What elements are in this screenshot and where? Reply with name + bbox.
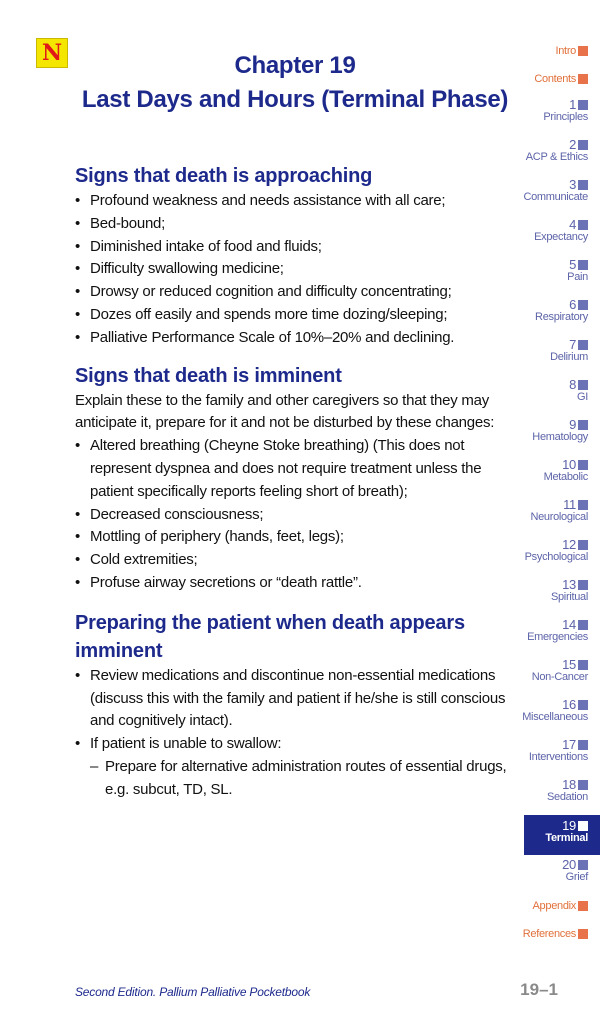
list-item: • Bed-bound;: [75, 213, 520, 236]
nav-label: Emergencies: [527, 631, 588, 644]
nav-item-appendix[interactable]: [533, 900, 588, 913]
list-item: • Dozes off easily and spends more time dozing/sleeping;: [75, 304, 520, 327]
imminent-list: [75, 435, 520, 595]
list-item: • Mottling of periphery (hands, feet, legs);: [75, 526, 520, 549]
nav-label: Interventions: [528, 751, 588, 764]
section-title-approaching: Signs that death is approaching: [75, 165, 373, 187]
nav-label: Contents: [534, 73, 576, 85]
nav-label: Hematology: [532, 431, 588, 444]
nav-square-icon: [578, 660, 588, 670]
nav-square-icon: [578, 300, 588, 310]
nav-item-miscellaneous[interactable]: [522, 698, 588, 724]
preparing-sublist: [75, 756, 520, 802]
nav-item-terminal[interactable]: [524, 815, 600, 855]
nav-item-expectancy[interactable]: [534, 218, 588, 244]
nav-square-icon: [578, 180, 588, 190]
nav-number: 17: [562, 737, 576, 752]
nav-number: 16: [562, 697, 576, 712]
nav-number: 13: [562, 577, 576, 592]
nav-square-icon: [578, 700, 588, 710]
list-item: • Palliative Performance Scale of 10%–20% and declining.: [75, 327, 520, 350]
nav-item-intro[interactable]: [555, 45, 588, 58]
nav-label: Spiritual: [550, 591, 588, 604]
nav-label: Appendix: [532, 900, 576, 912]
nav-square-icon: [578, 780, 588, 790]
nav-square-icon: [578, 540, 588, 550]
nav-number: 4: [569, 217, 576, 232]
nav-item-gi[interactable]: [569, 378, 588, 404]
nav-item-acp-ethics[interactable]: [526, 138, 588, 164]
nav-number: 3: [569, 177, 576, 192]
approaching-list: [75, 190, 520, 350]
list-item: • Profuse airway secretions or “death rattle”.: [75, 572, 520, 595]
list-item: • Difficulty swallowing medicine;: [75, 258, 520, 281]
nav-square-icon: [578, 140, 588, 150]
nav-label: Expectancy: [534, 231, 588, 244]
nav-label: References: [522, 928, 576, 940]
list-item: • Cold extremities;: [75, 549, 520, 572]
nav-label: Psychological: [524, 551, 588, 564]
nav-square-icon: [578, 460, 588, 470]
logo-letter: N: [41, 40, 63, 66]
nav-square-icon: [578, 500, 588, 510]
nav-item-psychological[interactable]: [525, 538, 588, 564]
nav-item-emergencies[interactable]: [527, 618, 588, 644]
nav-square-icon: [578, 74, 588, 84]
nav-number: 2: [569, 137, 576, 152]
nav-square-icon: [578, 860, 588, 870]
nav-item-sedation[interactable]: [547, 778, 588, 804]
nav-number: 15: [562, 657, 576, 672]
nav-item-principles[interactable]: [543, 98, 588, 124]
nav-item-respiratory[interactable]: [535, 298, 588, 324]
nav-label: Pain: [567, 271, 588, 284]
list-item: • Diminished intake of food and fluids;: [75, 236, 520, 259]
nav-label: GI: [576, 391, 588, 404]
nav-number: 10: [562, 457, 576, 472]
chapter-number: Chapter 19: [234, 52, 356, 79]
nav-number: 6: [569, 297, 576, 312]
list-item: – Prepare for alternative administration routes of essential drugs, e.g. subcut, TD, SL.: [90, 756, 520, 802]
nav-label: ACP & Ethics: [525, 151, 588, 164]
list-item: • Altered breathing (Cheyne Stoke breathing) (This does not represent dyspnea and does not require treatment unless the patient specifically reports feeling short of breath);: [75, 435, 520, 503]
nav-number: 7: [569, 337, 576, 352]
nav-square-icon: [578, 260, 588, 270]
nav-item-neurological[interactable]: [530, 498, 588, 524]
nav-label: Non-Cancer: [531, 671, 588, 684]
list-item: • Drowsy or reduced cognition and difficulty concentrating;: [75, 281, 520, 304]
nav-square-icon: [578, 740, 588, 750]
page-number: 19–1: [520, 980, 558, 999]
nav-square-icon: [578, 380, 588, 390]
imminent-intro: Explain these to the family and other caregivers so that they may anticipate it, prepare for it and not be disturbed by these changes:: [75, 391, 495, 432]
nav-label: Intro: [555, 45, 576, 57]
chapter-title: Last Days and Hours (Terminal Phase): [81, 86, 509, 113]
nav-number: 19: [562, 818, 576, 833]
nav-square-icon: [578, 100, 588, 110]
nav-item-references[interactable]: [523, 928, 588, 941]
section-title-preparing: Preparing the patient when death appears imminent: [75, 611, 465, 662]
nav-square-icon: [578, 620, 588, 630]
section-title-imminent: Signs that death is imminent: [75, 364, 342, 387]
nav-number: 8: [569, 377, 576, 392]
nav-label: Miscellaneous: [522, 711, 588, 724]
nav-item-interventions[interactable]: [529, 738, 588, 764]
list-item: • Review medications and discontinue non-essential medications (discuss this with the family and patient if he/she is still conscious and cognitively intact).: [75, 665, 520, 733]
list-item: • Decreased consciousness;: [75, 504, 520, 527]
nav-number: 9: [569, 417, 576, 432]
nav-square-icon: [578, 580, 588, 590]
list-item: • Profound weakness and needs assistance with all care;: [75, 190, 520, 213]
nav-item-spiritual[interactable]: [551, 578, 588, 604]
nav-label: Respiratory: [535, 311, 588, 324]
main-content: [75, 162, 520, 802]
nav-square-icon: [578, 340, 588, 350]
nav-square-icon: [578, 821, 588, 831]
nav-label: Grief: [565, 871, 588, 884]
nav-label: Metabolic: [543, 471, 588, 484]
nav-square-icon: [578, 46, 588, 56]
nav-number: 12: [562, 537, 576, 552]
nav-item-communicate[interactable]: [523, 178, 588, 204]
nav-item-contents[interactable]: [534, 73, 588, 86]
nav-number: 18: [562, 777, 576, 792]
nav-number: 11: [563, 497, 576, 512]
nav-label: Delirium: [550, 351, 588, 364]
nav-number: 5: [569, 257, 576, 272]
nav-item-pain[interactable]: [567, 258, 588, 284]
nav-label: Sedation: [546, 791, 588, 804]
preparing-list: [75, 665, 520, 756]
nav-square-icon: [578, 220, 588, 230]
nav-item-non-cancer[interactable]: [532, 658, 588, 684]
nav-label: Communicate: [523, 191, 588, 204]
nav-square-icon: [578, 929, 588, 939]
nav-square-icon: [578, 420, 588, 430]
nav-item-hematology[interactable]: [532, 418, 588, 444]
nav-number: 14: [562, 617, 576, 632]
nav-item-metabolic[interactable]: [544, 458, 588, 484]
nav-label: Terminal: [545, 832, 588, 845]
nav-label: Neurological: [530, 511, 588, 524]
footer-edition: Second Edition. Pallium Palliative Pocketbook: [75, 985, 311, 999]
nav-number: 20: [562, 857, 576, 872]
nav-item-grief[interactable]: [562, 858, 588, 884]
nav-number: 1: [569, 97, 576, 112]
list-item: • If patient is unable to swallow:: [75, 733, 520, 756]
nav-item-delirium[interactable]: [550, 338, 588, 364]
nav-label: Principles: [543, 111, 588, 124]
nav-square-icon: [578, 901, 588, 911]
